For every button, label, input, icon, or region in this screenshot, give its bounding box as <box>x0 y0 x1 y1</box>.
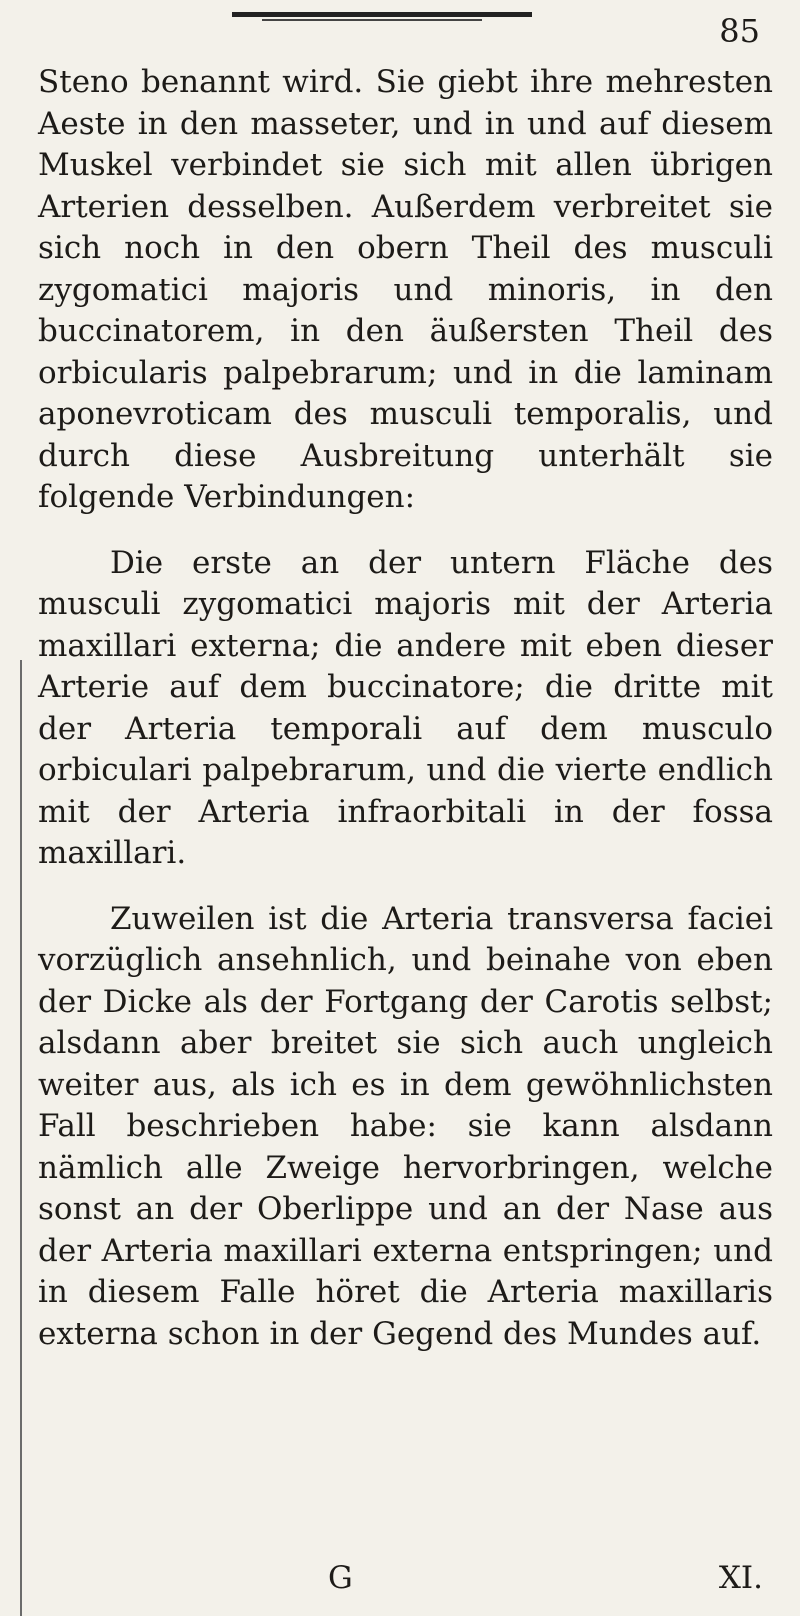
paragraph-2: Die erste an der untern Fläche des musculi zygomatici majoris mit der Arteria maxillari externa; die andere mit eben dieser Arterie auf dem buccinatore; die dritte mit der Arteria temporali auf dem musculo orbiculari palpebrarum, und die vierte endlich mit der Arteria infraorbitali in der fossa maxillari. <box>38 544 773 871</box>
page-footer <box>38 1560 773 1600</box>
body-text <box>38 62 773 1379</box>
paragraph-1: Steno benannt wird. Sie giebt ihre mehresten Aeste in den masseter, und in und auf diesem Muskel verbindet sie sich mit allen übrigen Arterien desselben. Außerdem verbreitet sie sich noch in den obern Theil des musculi zygomatici majoris und minoris, in den buccinatorem, in den äußersten Theil des orbicularis palpebrarum; und in die laminam aponevroticam des musculi temporalis, und durch diese Ausbreitung unterhält sie folgende Verbindungen: <box>38 64 773 515</box>
catchword: XI. <box>718 1560 763 1596</box>
page-number: 85 <box>719 12 760 50</box>
header-rule <box>232 12 532 22</box>
signature-mark: G <box>328 1560 353 1596</box>
paragraph-3: Zuweilen ist die Arteria transversa faciei vorzüglich ansehnlich, und beinahe von eben der Dicke als der Fortgang der Carotis selbst; alsdann aber breitet sie sich auch ungleich weiter aus, als ich es in dem gewöhnlichsten Fall beschrieben habe: sie kann alsdann nämlich alle Zweige hervorbringen, welche sonst an der Oberlippe und an der Nase aus der Arteria maxillari externa entspringen; und in diesem Falle höret die Arteria maxillaris externa schon in der Gegend des Mundes auf. <box>38 900 773 1352</box>
margin-line <box>20 660 22 1616</box>
